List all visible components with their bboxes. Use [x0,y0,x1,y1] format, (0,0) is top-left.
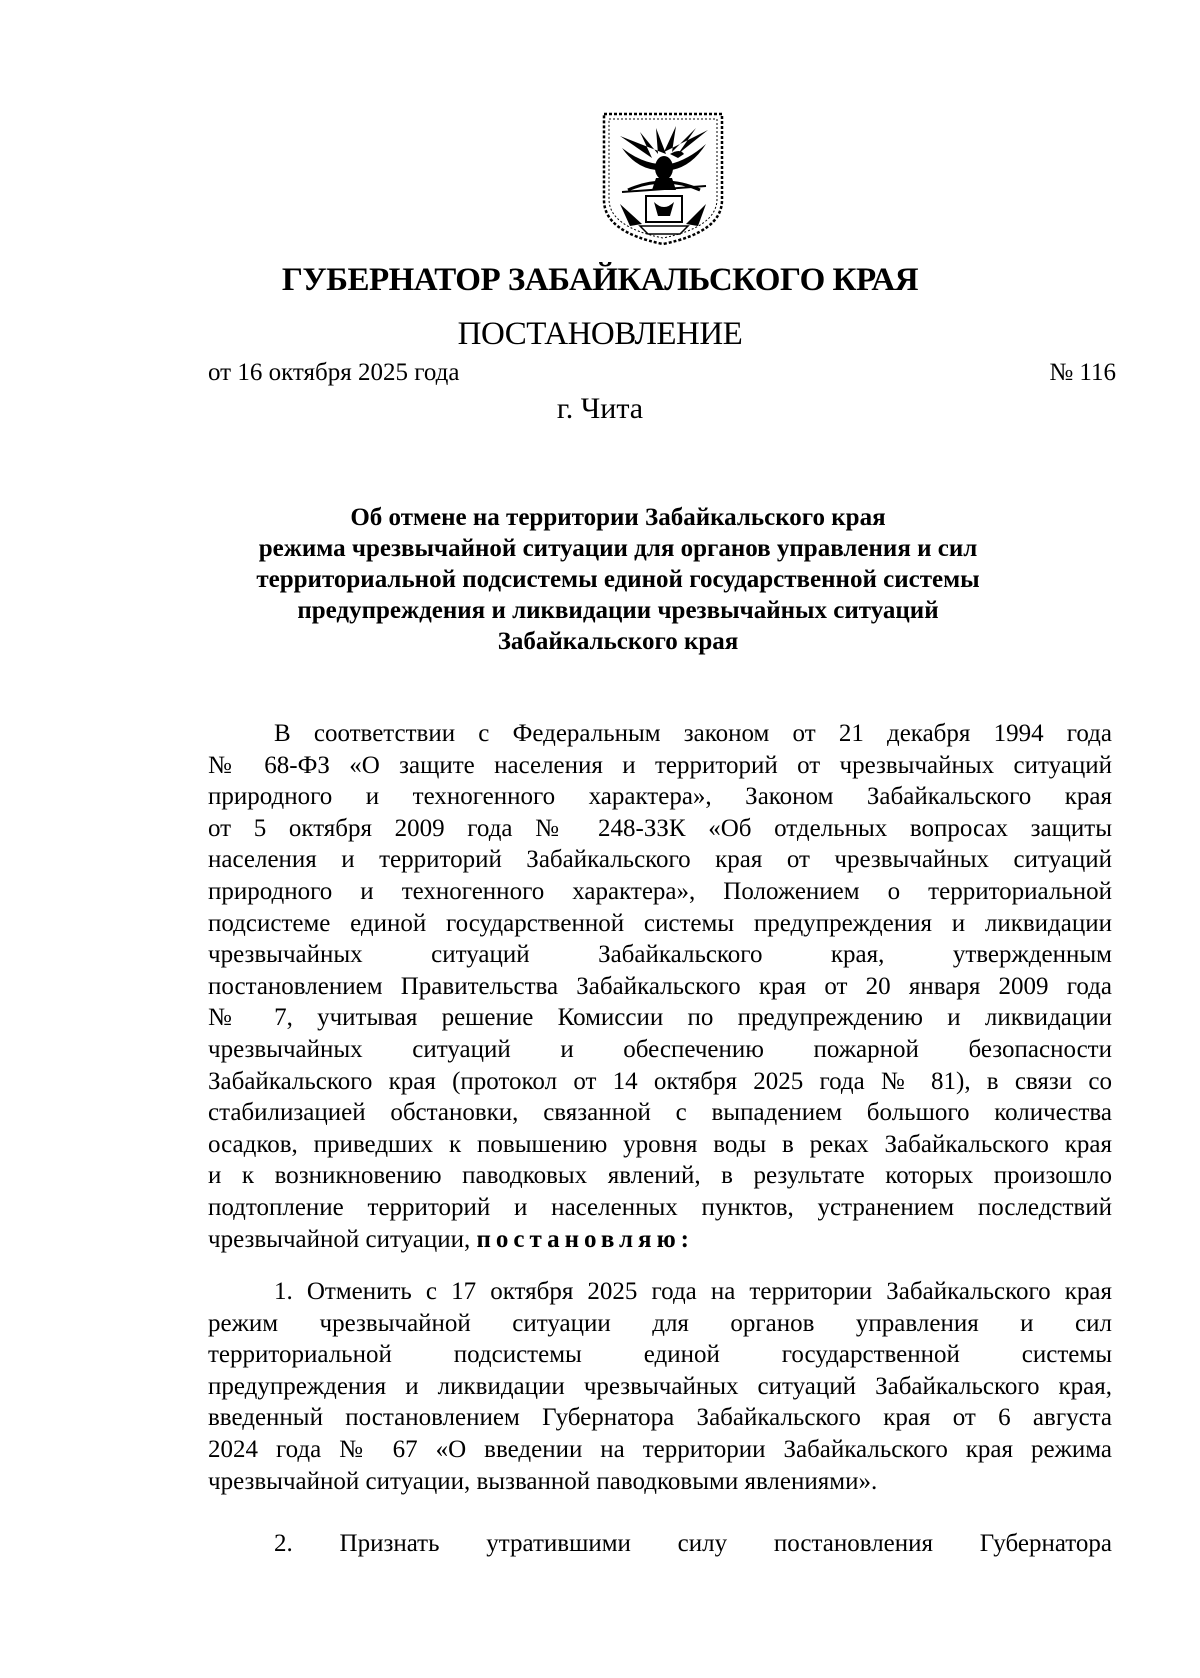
document-type: ПОСТАНОВЛЕНИЕ [457,316,743,352]
paragraph-line: чрезвычайных ситуаций и обеспечению пожарной безопасности [208,1035,1112,1063]
paragraph-line: введенный постановлением Губернатора Забайкальского края от 6 августа [208,1404,1112,1432]
paragraph-line: режим чрезвычайной ситуации для органов управления и сил [208,1309,1112,1337]
paragraph-line: от 5 октября 2009 года № 248-ЗЗК «Об отдельных вопросах защиты [208,814,1112,842]
item-1-paragraph [208,1276,1112,1497]
paragraph-line: чрезвычайных ситуаций Забайкальского края, утвержденным [208,941,1112,969]
paragraph-line: чрезвычайной ситуации, вызванной паводковыми явлениями». [208,1467,878,1495]
paragraph-line: постановлением Правительства Забайкальского края от 20 января 2009 года [208,972,1112,1000]
paragraph-line: Забайкальского края (протокол от 14 октября 2025 года № 81), в связи со [208,1067,1112,1095]
paragraph-line: природного и техногенного характера», Законом Забайкальского края [208,783,1112,811]
paragraph-line: предупреждения и ликвидации чрезвычайных ситуаций Забайкальского края, [208,1372,1112,1400]
title-line: Об отмене на территории Забайкальского края [350,504,886,531]
paragraph-line: населения и территорий Забайкальского края от чрезвычайных ситуаций [208,846,1112,874]
document-city: г. Чита [556,392,644,425]
paragraph-line: В соответствии с Федеральным законом от 21 декабря 1994 года [274,720,1112,747]
title-line: предупреждения и ликвидации чрезвычайных ситуаций [297,597,939,624]
paragraph-line: подтопление территорий и населенных пунктов, устранением последствий [208,1193,1112,1221]
paragraph-line: 2. Признать утратившими силу постановления Губернатора [274,1530,1112,1557]
preamble-paragraph [208,718,1112,1255]
paragraph-line: 2024 года № 67 «О введении на территории Забайкальского края режима [208,1435,1112,1463]
paragraph-last-line [208,1224,1112,1256]
paragraph-line: и к возникновению паводковых явлений, в результате которых произошло [208,1162,1112,1190]
coat-of-arms-graphic [600,108,726,248]
document-number: № 116 [1049,359,1116,386]
paragraph-line: природного и техногенного характера», Положением о территориальной [208,877,1112,905]
paragraph-line: подсистеме единой государственной системы предупреждения и ликвидации [208,909,1112,937]
item-2-paragraph [208,1528,1112,1560]
resolve-word: постановляю: [476,1225,695,1253]
paragraph-line-text: чрезвычайной ситуации, [208,1225,477,1253]
title-line: Забайкальского края [497,628,739,655]
paragraph-line: № 7, учитывая решение Комиссии по предупреждению и ликвидации [208,1004,1112,1032]
paragraph-line: осадков, приведших к повышению уровня воды в реках Забайкальского края [208,1130,1112,1158]
paragraph-line: 1. Отменить с 17 октября 2025 года на территории Забайкальского края [274,1278,1112,1305]
coat-of-arms-icon [600,108,726,248]
title-line: территориальной подсистемы единой государственной системы [256,566,980,593]
paragraph-line: стабилизацией обстановки, связанной с выпадением большого количества [208,1099,1112,1127]
document-date: от 16 октября 2025 года [208,359,460,386]
paragraph-line: № 68-ФЗ «О защите населения и территорий от чрезвычайных ситуаций [208,751,1112,779]
paragraph-line: территориальной подсистемы единой государственной системы [208,1341,1112,1369]
title-line: режима чрезвычайной ситуации для органов управления и сил [258,535,978,562]
document-title [200,502,1036,657]
issuing-authority: ГУБЕРНАТОР ЗАБАЙКАЛЬСКОГО КРАЯ [281,262,919,298]
